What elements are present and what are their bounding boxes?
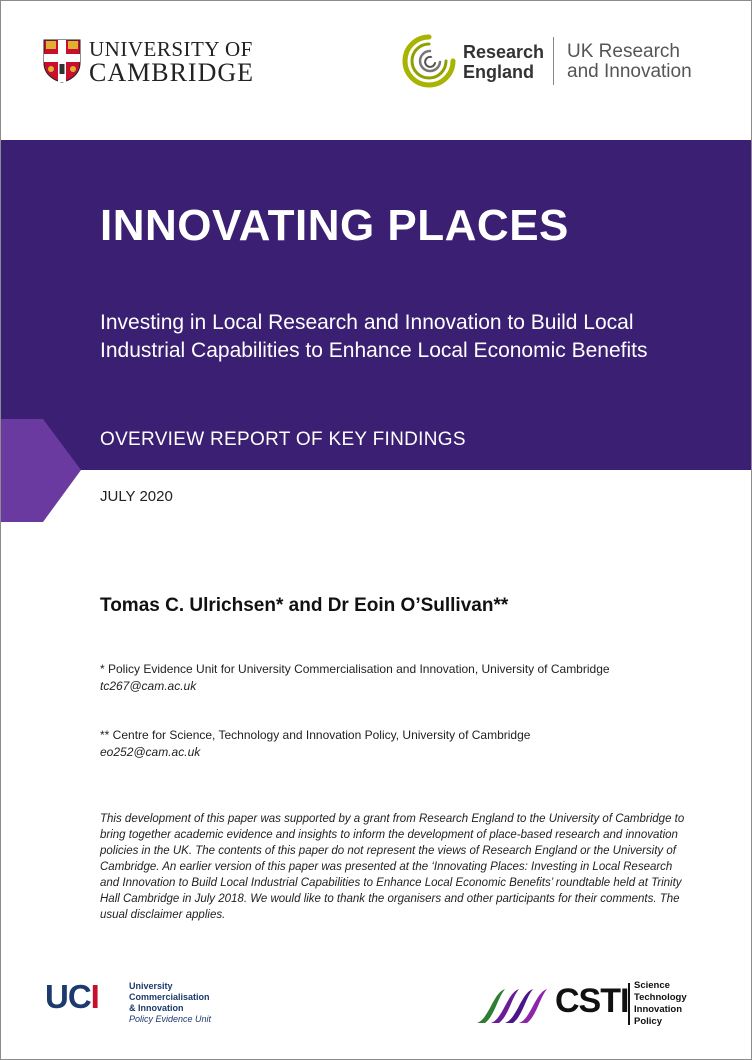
uci-letters-uc: UC <box>45 978 91 1015</box>
cambridge-wordmark <box>89 37 254 85</box>
uci-wordmark <box>129 981 211 1025</box>
logo-divider <box>553 37 554 85</box>
research-england-wordmark <box>463 42 544 82</box>
uci-line1: University <box>129 981 173 991</box>
uci-line4: Policy Evidence Unit <box>129 1014 212 1024</box>
title-band <box>1 140 751 470</box>
report-title: INNOVATING PLACES <box>100 201 569 250</box>
research-england-line1: Research <box>463 42 545 62</box>
cambridge-logo <box>43 37 273 87</box>
report-date: JULY 2020 <box>100 488 173 505</box>
affiliation-2 <box>100 727 530 761</box>
uci-line3: & Innovation <box>129 1003 184 1013</box>
affiliation-text: ** Centre for Science, Technology and Innovation Policy, University of Cambridge <box>100 728 531 742</box>
cambridge-crest-icon <box>43 39 81 83</box>
csti-waves-icon <box>475 985 555 1025</box>
affiliation-text: * Policy Evidence Unit for University Commercialisation and Innovation, University of Cambridge <box>100 662 610 676</box>
ukri-line2: and Innovation <box>567 61 692 82</box>
csti-logo <box>475 979 715 1031</box>
research-england-swirl-icon <box>401 33 457 89</box>
csti-line3: Innovation <box>634 1004 683 1015</box>
csti-line1: Science <box>634 980 670 991</box>
uci-letters-i: I <box>90 978 99 1015</box>
csti-divider <box>628 983 630 1025</box>
subtitle-line2: Industrial Capabilities to Enhance Local Economic Benefits <box>100 339 648 362</box>
cambridge-line1: UNIVERSITY OF <box>89 37 253 61</box>
csti-letters: CSTI <box>555 982 629 1020</box>
ukri-line1: UK Research <box>567 41 680 62</box>
research-england-line2: England <box>463 62 534 82</box>
chevron-arrow-icon <box>1 419 81 522</box>
uci-logo <box>45 979 245 1029</box>
subtitle-line1: Investing in Local Research and Innovation to Build Local <box>100 311 634 334</box>
acknowledgement-paragraph: This development of this paper was supported by a grant from Research England to the University of Cambridge to bring together academic evidence and insights to inform the development of place-based research and innovation policies in the UK. The contents of this paper do not represent the views of Research England or the University of Cambridge. An earlier version of this paper was presented at the ‘Innovating Places: Investing in Local Research and Innovation to Build Local Industrial Capabilities to Enhance Local Economic Benefits’ roundtable held at Trinity Hall Cambridge in July 2018. We would like to thank the organisers and other participants for their comments. The usual disclaimer applies. <box>100 813 685 921</box>
cambridge-line2: CAMBRIDGE <box>89 58 255 87</box>
csti-line2: Technology <box>634 992 687 1003</box>
author-email[interactable]: eo252@cam.ac.uk <box>100 745 201 759</box>
author-email[interactable]: tc267@cam.ac.uk <box>100 679 197 693</box>
uci-line2: Commercialisation <box>129 992 210 1002</box>
csti-line4: Policy <box>634 1016 662 1027</box>
csti-wordmark <box>634 980 687 1028</box>
affiliation-1 <box>100 661 610 695</box>
report-subtitle <box>100 309 740 365</box>
ukri-wordmark <box>567 42 692 82</box>
authors: Tomas C. Ulrichsen* and Dr Eoin O’Sullivan** <box>100 595 509 616</box>
uci-letters <box>45 979 99 1015</box>
report-type-label: OVERVIEW REPORT OF KEY FINDINGS <box>100 429 466 450</box>
research-england-logo <box>401 33 721 93</box>
